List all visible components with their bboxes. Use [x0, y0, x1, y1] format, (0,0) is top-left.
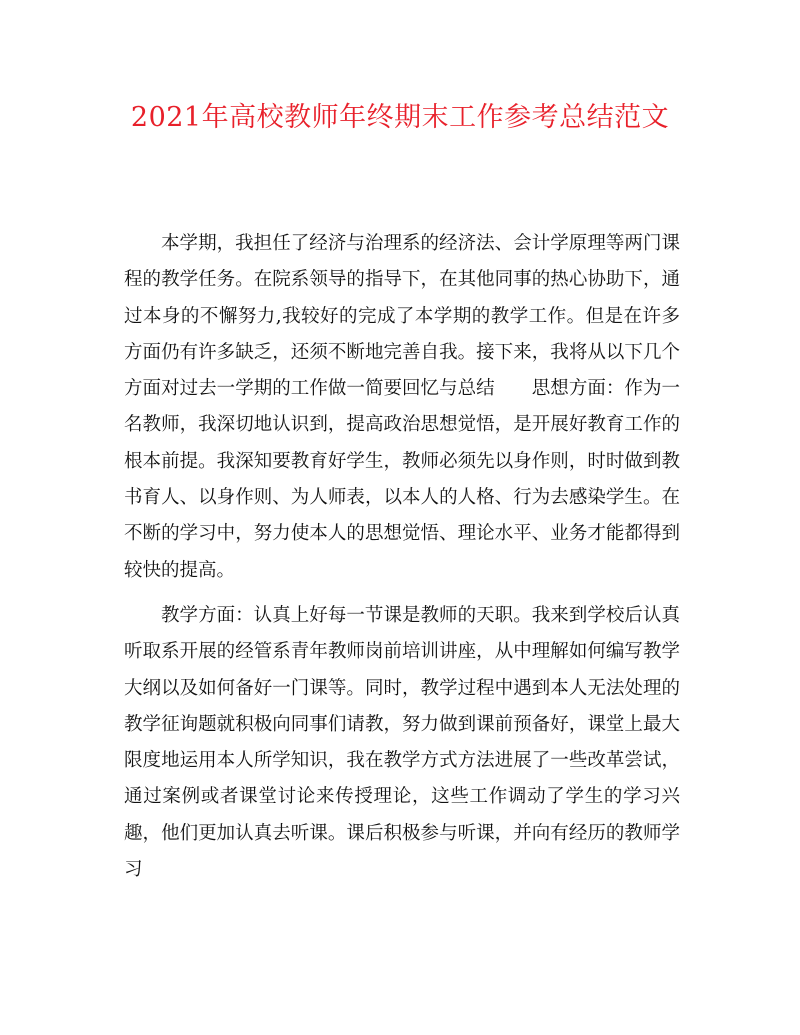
document-body	[124, 226, 680, 888]
paragraph-teaching: 教学方面：认真上好每一节课是教师的天职。我来到学校后认真听取系开展的经管系青年教师岗前培训讲座，从中理解如何编写教学大纲以及如何备好一门课等。同时，教学过程中遇到本人无法处理的教学征询题就积极向同事们请教，努力做到课前预备好，课堂上最大限度地运用本人所学知识，我在教学方式方法进展了一些改革尝试，通过案例或者课堂讨论来传授理论，这些工作调动了学生的学习兴趣，他们更加认真去听课。课后积极参与听课，并向有经历的教师学习	[124, 604, 680, 881]
document-title: 2021年高校教师年终期末工作参考总结范文	[130, 102, 670, 133]
paragraph-thinking: 本学期，我担任了经济与治理系的经济法、会计学原理等两门课程的教学任务。在院系领导的指导下，在其他同事的热心协助下，通过本身的不懈努力,我较好的完成了本学期的教学工作。但是在许多方面仍有许多缺乏，还须不断地完善自我。接下来，我将从以下几个方面对过去一学期的工作做一简要回忆与总结 思想方面：作为一名教师，我深切地认识到，提高政治思想觉悟，是开展好教育工作的根本前提。我深知要教育好学生，教师必须先以身作则，时时做到教书育人、以身作则、为人师表，以本人的人格、行为去感染学生。在不断的学习中，努力使本人的思想觉悟、理论水平、业务才能都得到较快的提高。	[124, 233, 680, 581]
